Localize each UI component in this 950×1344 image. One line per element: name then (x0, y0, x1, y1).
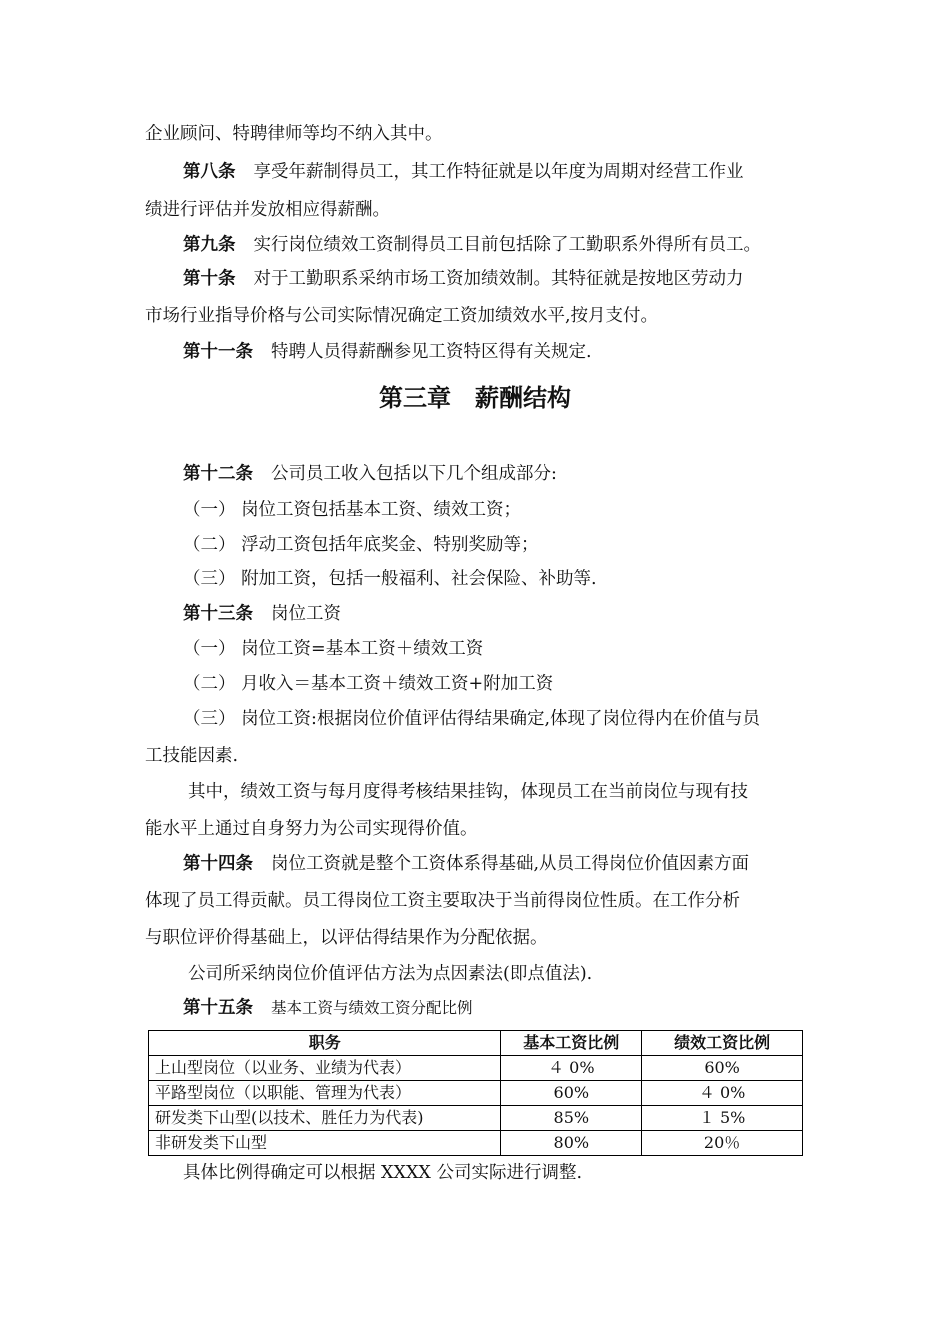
table-cell: 上山型岗位（以业务、业绩为代表） (149, 1056, 501, 1081)
table-cell: 非研发类下山型 (149, 1131, 501, 1156)
paragraph-line: 与职位评价得基础上，以评估得结果作为分配依据。 (145, 928, 548, 948)
article-10 (183, 267, 810, 291)
list-item: （二） 浮动工资包括年底奖金、特别奖励等； (183, 535, 539, 555)
table-cell: ４ 0% (501, 1056, 642, 1081)
list-item: （三） 岗位工资:根据岗位价值评估得结果确定,体现了岗位得内在价值与员 (183, 709, 761, 729)
list-item: （三） 附加工资，包括一般福利、社会保险、补助等. (183, 569, 597, 589)
salary-ratio-table (148, 1030, 803, 1156)
paragraph-line: 企业顾问、特聘律师等均不纳入其中。 (145, 124, 443, 144)
article-8 (183, 160, 810, 184)
article-label: 第十三条 (183, 604, 253, 624)
list-item: （一） 岗位工资=基本工资＋绩效工资 (183, 639, 484, 659)
list-item: （二） 月收入＝基本工资＋绩效工资+附加工资 (183, 674, 554, 694)
table-cell: ４ 0% (642, 1081, 803, 1106)
article-text: 基本工资与绩效工资分配比例 (271, 999, 473, 1017)
article-text: 岗位工资 (271, 604, 341, 624)
article-11 (183, 340, 810, 364)
table-cell: 平路型岗位（以职能、管理为代表） (149, 1081, 501, 1106)
column-header: 职务 (149, 1031, 501, 1056)
table-row (149, 1106, 803, 1131)
article-text: 特聘人员得薪酬参见工资特区得有关规定. (271, 342, 592, 362)
paragraph-line: 工技能因素. (145, 746, 239, 766)
paragraph-line: 体现了员工得贡献。员工得岗位工资主要取决于当前得岗位性质。在工作分析 (145, 891, 740, 911)
article-15 (183, 996, 810, 1020)
table-cell: 80% (501, 1131, 642, 1156)
article-label: 第十四条 (183, 854, 253, 874)
table-cell: 60% (642, 1056, 803, 1081)
table-row (149, 1056, 803, 1081)
paragraph-line: 能水平上通过自身努力为公司实现得价值。 (145, 819, 478, 839)
column-header: 基本工资比例 (501, 1031, 642, 1056)
article-label: 第九条 (183, 235, 236, 255)
column-header: 绩效工资比例 (642, 1031, 803, 1056)
article-14 (183, 852, 810, 876)
article-9 (183, 233, 810, 257)
table-row (149, 1131, 803, 1156)
article-13 (183, 602, 810, 626)
paragraph-line: 其中，绩效工资与每月度得考核结果挂钩，体现员工在当前岗位与现有技 (188, 782, 748, 802)
table-note: 具体比例得确定可以根据 XXXX 公司实际进行调整. (183, 1163, 583, 1183)
table-cell: 60% (501, 1081, 642, 1106)
article-text: 岗位工资就是整个工资体系得基础,从员工得岗位价值因素方面 (271, 854, 750, 874)
article-text: 实行岗位绩效工资制得员工目前包括除了工勤职系外得所有员工。 (253, 235, 761, 255)
article-text: 对于工勤职系采纳市场工资加绩效制。其特征就是按地区劳动力 (253, 269, 744, 289)
table-cell: １ 5% (642, 1106, 803, 1131)
paragraph-line: 绩进行评估并发放相应得薪酬。 (145, 200, 390, 220)
article-label: 第十一条 (183, 342, 253, 362)
paragraph-line: 市场行业指导价格与公司实际情况确定工资加绩效水平,按月支付。 (145, 306, 659, 326)
article-label: 第十五条 (183, 998, 253, 1018)
article-label: 第八条 (183, 162, 236, 182)
table-cell: 85% (501, 1106, 642, 1131)
article-text: 享受年薪制得员工，其工作特征就是以年度为周期对经营工作业 (253, 162, 744, 182)
article-text: 公司员工收入包括以下几个组成部分: (271, 464, 557, 484)
list-item: （一） 岗位工资包括基本工资、绩效工资； (183, 500, 522, 520)
article-12 (183, 462, 810, 486)
table-cell: 20％ (642, 1131, 803, 1156)
article-label: 第十二条 (183, 464, 253, 484)
table-cell: 研发类下山型(以技术、胜任力为代表) (149, 1106, 501, 1131)
article-label: 第十条 (183, 269, 236, 289)
table-row (149, 1081, 803, 1106)
paragraph-line: 公司所采纳岗位价值评估方法为点因素法(即点值法). (188, 964, 593, 984)
chapter-title: 第三章 薪酬结构 (379, 384, 571, 412)
table-header-row (149, 1031, 803, 1056)
